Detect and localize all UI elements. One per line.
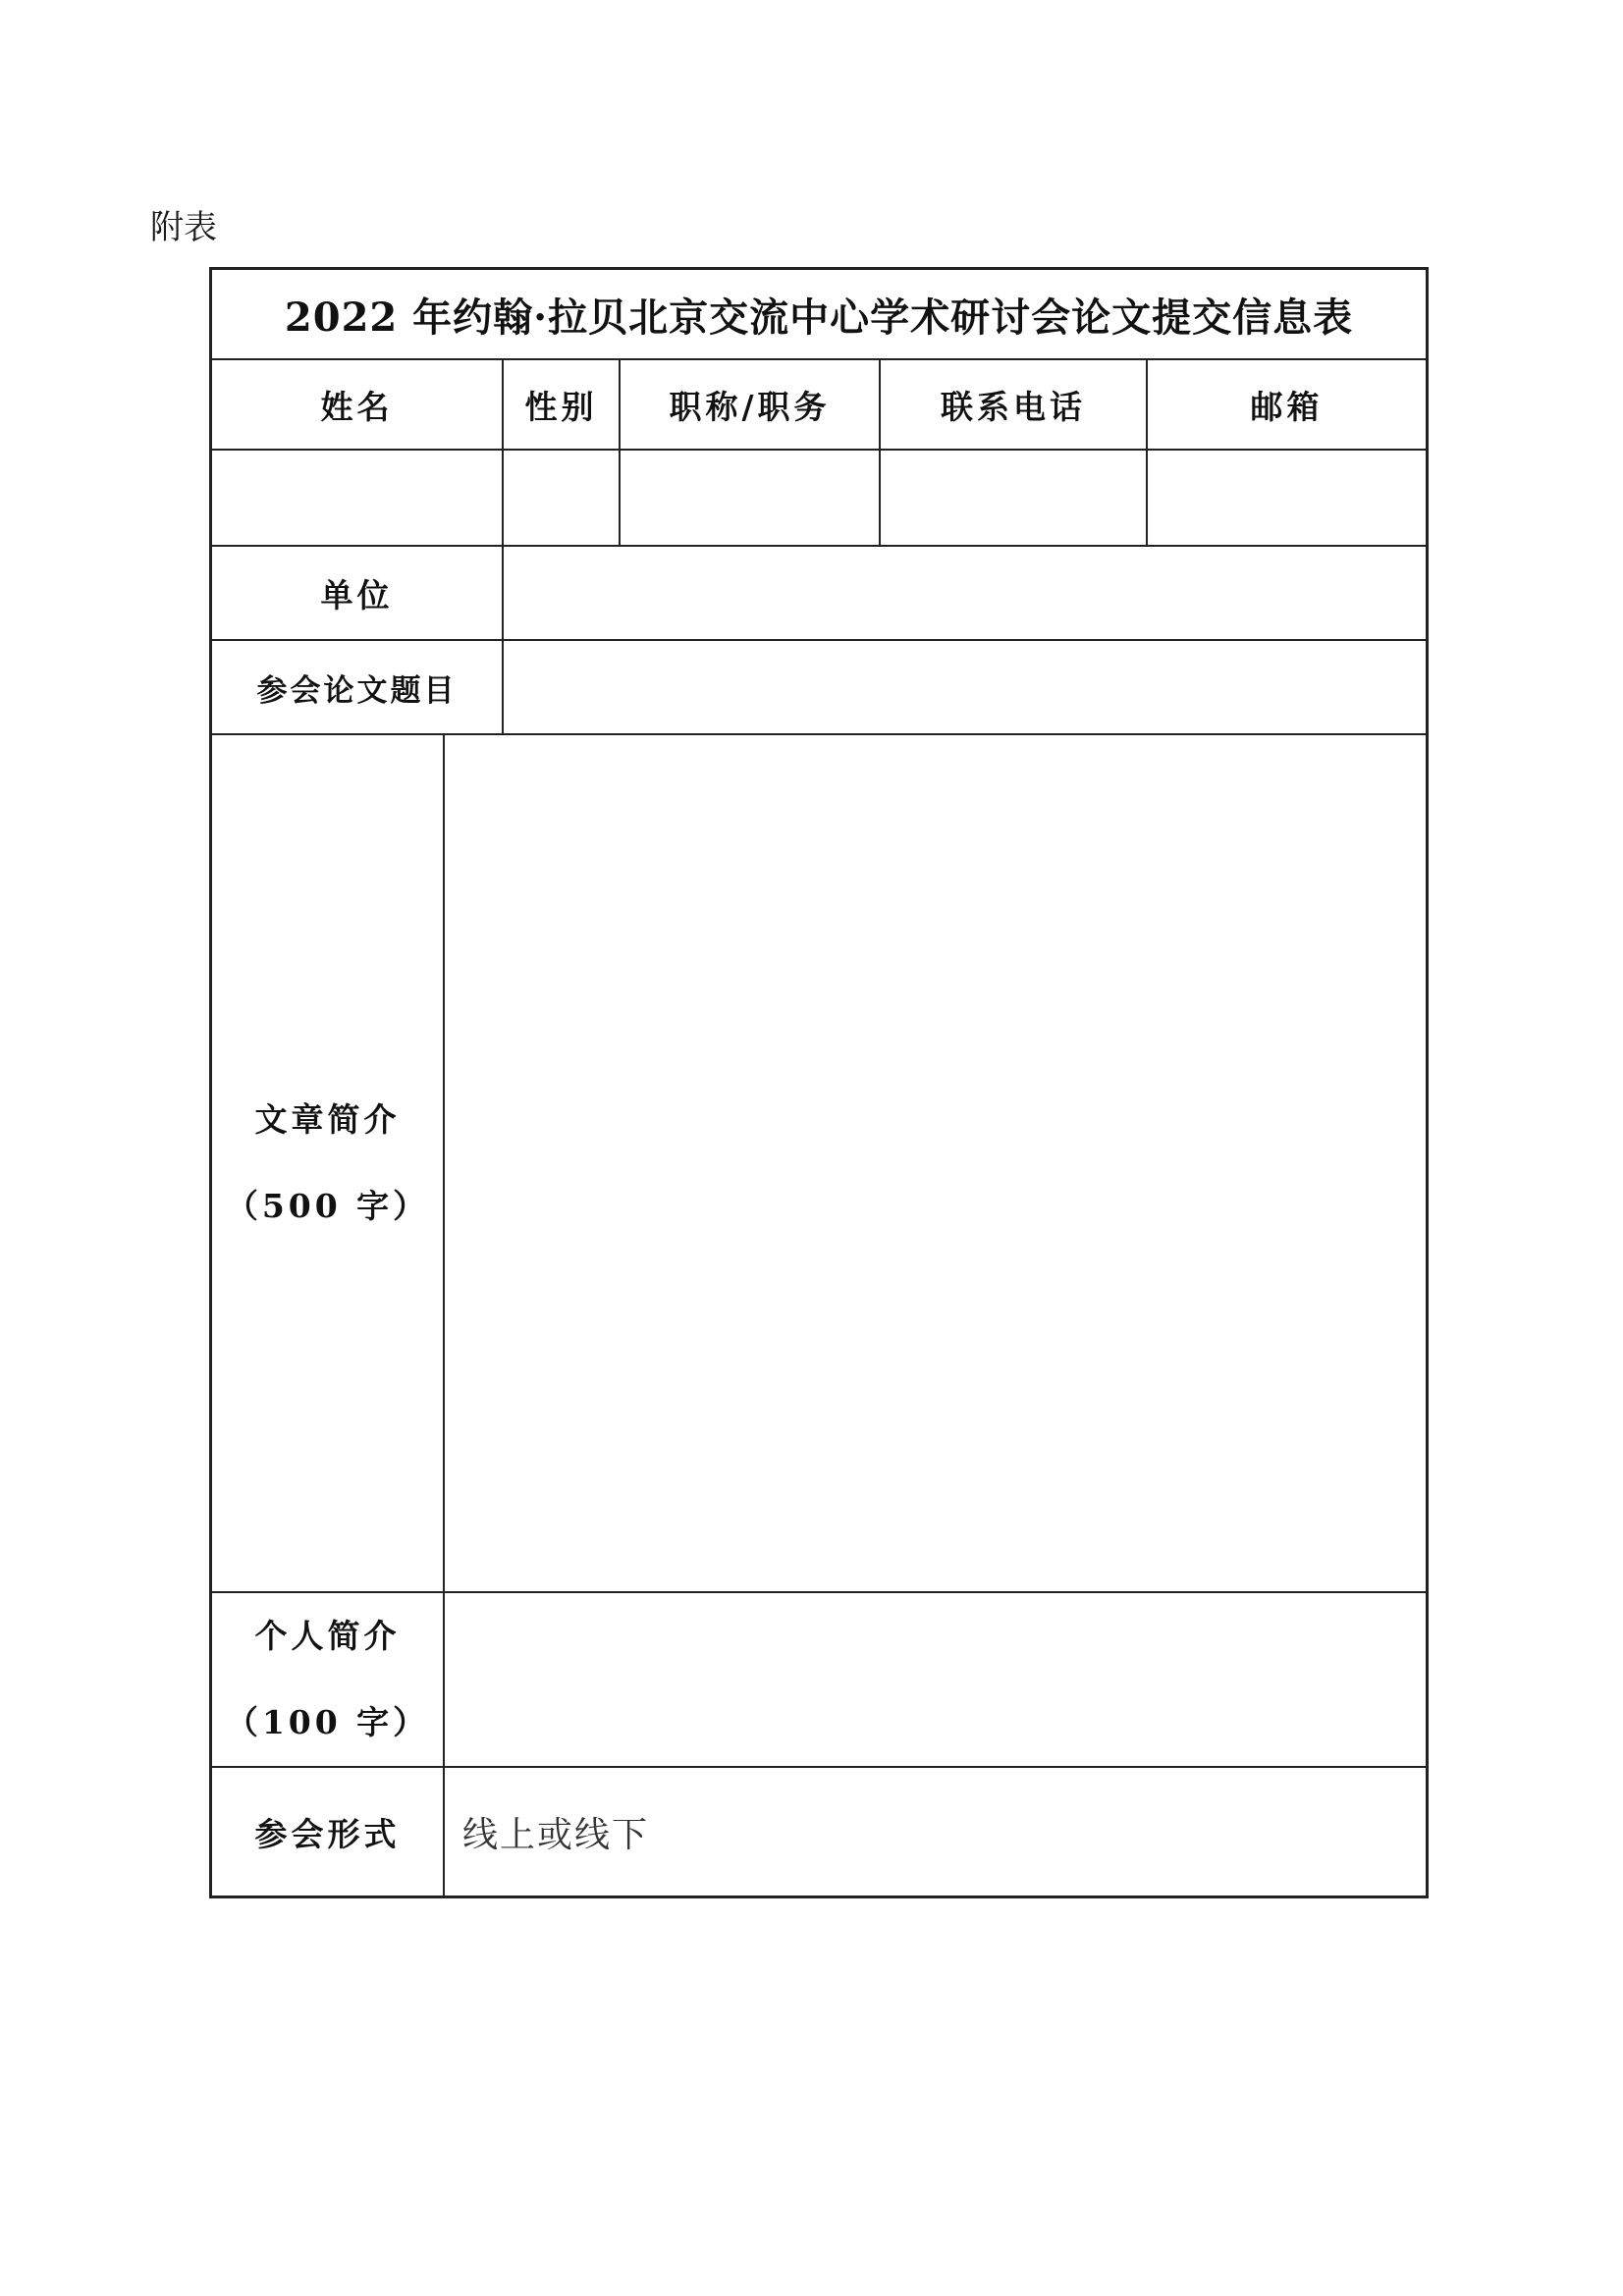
bio-label-cell (212, 1593, 443, 1766)
paper-title-input-cell[interactable] (504, 641, 1426, 733)
abstract-input-area[interactable] (445, 735, 1426, 1591)
paper-title-label: 参会论文题目 (256, 672, 458, 709)
form-title: 2022 年约翰·拉贝北京交流中心学术研讨会论文提交信息表 (284, 294, 1354, 341)
header-name: 姓名 (320, 387, 394, 426)
header-email-cell (1148, 360, 1426, 449)
bio-length-note: （100 字） (225, 1703, 430, 1741)
attendance-input-cell[interactable] (445, 1768, 1426, 1896)
header-email: 邮箱 (1250, 387, 1324, 426)
divider-line (1146, 358, 1148, 545)
bio-label: 个人简介 (254, 1617, 401, 1655)
submission-form-table (209, 267, 1429, 1898)
form-title-cell (212, 270, 1426, 358)
unit-label-cell (212, 547, 502, 639)
abstract-label-cell (212, 735, 443, 1591)
header-phone-cell (881, 360, 1146, 449)
unit-input-cell[interactable] (504, 547, 1426, 639)
header-gender: 性别 (524, 387, 598, 426)
abstract-length-note: （500 字） (225, 1187, 430, 1225)
divider-line (502, 358, 504, 545)
bio-input-area[interactable] (445, 1593, 1426, 1766)
gender-input-cell[interactable] (504, 451, 619, 545)
unit-label: 单位 (320, 575, 394, 614)
header-gender-cell (504, 360, 619, 449)
header-phone: 联系电话 (941, 387, 1086, 426)
abstract-label: 文章简介 (254, 1100, 401, 1139)
phone-input-cell[interactable] (881, 451, 1146, 545)
divider-line (879, 358, 881, 545)
header-position-cell (621, 360, 879, 449)
email-input-cell[interactable] (1148, 451, 1426, 545)
paper-title-label-cell (212, 641, 502, 733)
page-label: 附表 (150, 208, 217, 247)
divider-line (443, 733, 445, 1896)
name-input-cell[interactable] (212, 451, 502, 545)
divider-line (619, 358, 621, 545)
position-input-cell[interactable] (621, 451, 879, 545)
attendance-label: 参会形式 (254, 1814, 401, 1853)
attendance-value: 线上或线下 (462, 1814, 650, 1855)
attendance-label-cell (212, 1768, 443, 1896)
header-position: 职称/职务 (669, 387, 831, 426)
header-name-cell (212, 360, 502, 449)
divider-line (502, 545, 504, 733)
